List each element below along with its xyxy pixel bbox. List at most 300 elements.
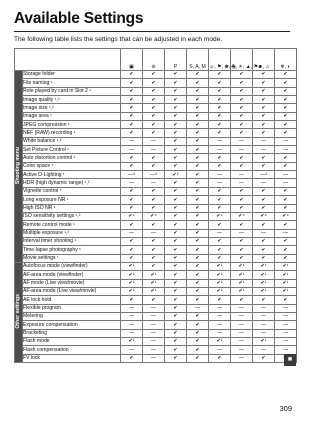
- dash-cell: —: [143, 304, 165, 312]
- table-row: [15, 196, 297, 204]
- check-mark-cell: ✔: [143, 154, 165, 162]
- check-mark-cell: ✔: [275, 129, 297, 137]
- setting-name: Flash mode: [23, 338, 121, 346]
- dash-cell: —: [209, 312, 231, 320]
- check-mark-cell: ✔: [187, 71, 209, 79]
- table-row: [15, 162, 297, 170]
- dash-cell: —: [143, 179, 165, 187]
- setting-name: Image quality ¹,²: [23, 96, 121, 104]
- title-rule: [14, 31, 290, 32]
- check-mark-cell: ✔: [143, 121, 165, 129]
- check-mark-cell: ✔: [209, 71, 231, 79]
- check-mark-cell: ✔: [253, 87, 275, 95]
- check-mark-cell: ✔: [253, 246, 275, 254]
- dash-cell: —: [275, 312, 297, 320]
- check-mark-cell: ✔¹: [275, 279, 297, 287]
- column-header-mode-8: ❄, ◐: [275, 49, 297, 71]
- table-row: [15, 354, 297, 362]
- setting-name: Image size ¹,²: [23, 104, 121, 112]
- dash-cell: —³: [121, 171, 143, 179]
- check-mark-cell: ✔: [209, 96, 231, 104]
- setting-name: Vignette control ¹: [23, 187, 121, 195]
- setting-name: Storage folder: [23, 71, 121, 79]
- setting-name: Movie settings ¹: [23, 254, 121, 262]
- check-mark-cell: ✔: [253, 354, 275, 362]
- dash-cell: —: [231, 312, 253, 320]
- check-mark-cell: ✔¹: [275, 271, 297, 279]
- check-mark-cell: ✔: [121, 71, 143, 79]
- setting-name: AE lock hold: [23, 296, 121, 304]
- check-mark-cell: ✔: [209, 237, 231, 245]
- setting-name: Exposure compensation: [23, 321, 121, 329]
- check-mark-cell: ✔: [165, 279, 187, 287]
- check-mark-cell: ✔: [231, 121, 253, 129]
- check-mark-cell: ✔: [121, 96, 143, 104]
- dash-cell: —: [209, 304, 231, 312]
- check-mark-cell: ✔¹: [231, 279, 253, 287]
- table-row: [15, 338, 297, 346]
- setting-name: NEF (RAW) recording ¹: [23, 129, 121, 137]
- dash-cell: —: [253, 312, 275, 320]
- check-mark-cell: ✔: [209, 354, 231, 362]
- check-mark-cell: ✔: [209, 246, 231, 254]
- column-header-mode-4: S, A, M: [187, 49, 209, 71]
- setting-name: Active D-Lighting ¹: [23, 171, 121, 179]
- check-mark-cell: ✔: [165, 162, 187, 170]
- check-mark-cell: ✔: [187, 146, 209, 154]
- check-mark-cell: ✔: [253, 221, 275, 229]
- dash-cell: —: [209, 329, 231, 337]
- check-mark-cell: ✔: [187, 204, 209, 212]
- dash-cell: —: [275, 321, 297, 329]
- check-mark-cell: ✔⁴: [253, 212, 275, 220]
- check-mark-cell: ✔¹: [143, 279, 165, 287]
- check-mark-cell: ✔: [143, 71, 165, 79]
- table-row: [15, 346, 297, 354]
- check-mark-cell: ✔¹: [143, 271, 165, 279]
- section-label: [15, 71, 23, 263]
- table-header-row: [15, 49, 297, 71]
- check-mark-cell: ✔¹: [253, 338, 275, 346]
- check-mark-cell: ✔¹: [121, 287, 143, 295]
- check-mark-cell: ✔: [165, 129, 187, 137]
- setting-name: Remote control mode ¹: [23, 221, 121, 229]
- dash-cell: —: [121, 304, 143, 312]
- check-mark-cell: ✔: [275, 237, 297, 245]
- dash-cell: —: [121, 146, 143, 154]
- check-mark-cell: ✔⁴: [275, 212, 297, 220]
- dash-cell: —: [275, 229, 297, 237]
- check-mark-cell: ✔: [253, 154, 275, 162]
- check-mark-cell: ✔: [231, 71, 253, 79]
- table-row: [15, 79, 297, 87]
- check-mark-cell: ✔: [143, 221, 165, 229]
- setting-name: Set Picture Control ¹: [23, 146, 121, 154]
- check-mark-cell: ✔¹: [209, 262, 231, 270]
- dash-cell: —: [121, 321, 143, 329]
- check-mark-cell: ✔: [165, 121, 187, 129]
- check-mark-cell: ✔: [165, 212, 187, 220]
- table-row: [15, 221, 297, 229]
- check-mark-cell: ✔: [231, 112, 253, 120]
- check-mark-cell: ✔: [165, 179, 187, 187]
- dash-cell: —: [121, 179, 143, 187]
- check-mark-cell: ✔: [165, 237, 187, 245]
- check-mark-cell: ✔¹: [231, 262, 253, 270]
- check-mark-cell: ✔: [209, 154, 231, 162]
- table-row: [15, 146, 297, 154]
- check-mark-cell: ✔: [187, 87, 209, 95]
- table-row: [15, 204, 297, 212]
- check-mark-cell: ✔¹: [253, 279, 275, 287]
- check-mark-cell: ✔⁴: [209, 212, 231, 220]
- check-mark-cell: ✔: [121, 154, 143, 162]
- check-mark-cell: ✔¹: [209, 279, 231, 287]
- check-mark-cell: ✔: [231, 162, 253, 170]
- check-mark-cell: ✔: [275, 187, 297, 195]
- dash-cell: —: [209, 229, 231, 237]
- dash-cell: —: [253, 229, 275, 237]
- check-mark-cell: ✔: [121, 112, 143, 120]
- dash-cell: —: [253, 321, 275, 329]
- column-header-mode-3: P: [165, 49, 187, 71]
- setting-name: JPEG compression ¹: [23, 121, 121, 129]
- check-mark-cell: ✔: [231, 237, 253, 245]
- dash-cell: —: [209, 179, 231, 187]
- table-row: [15, 112, 297, 120]
- dash-cell: —: [253, 329, 275, 337]
- dash-cell: —: [253, 346, 275, 354]
- setting-name: ISO sensitivity settings ¹,²: [23, 212, 121, 220]
- page-title: Available Settings: [14, 10, 144, 27]
- check-mark-cell: ✔: [187, 129, 209, 137]
- check-mark-cell: ✔: [187, 121, 209, 129]
- check-mark-cell: ✔: [231, 154, 253, 162]
- check-mark-cell: ✔: [165, 187, 187, 195]
- check-mark-cell: ✔: [209, 79, 231, 87]
- check-mark-cell: ✔: [187, 329, 209, 337]
- dash-cell: —: [253, 137, 275, 145]
- check-mark-cell: ✔¹: [121, 262, 143, 270]
- check-mark-cell: ✔: [165, 137, 187, 145]
- check-mark-cell: ✔: [187, 96, 209, 104]
- check-mark-cell: ✔¹: [275, 287, 297, 295]
- check-mark-cell: ✔: [209, 129, 231, 137]
- dash-cell: —: [231, 229, 253, 237]
- check-mark-cell: ✔: [209, 187, 231, 195]
- dash-cell: —: [275, 171, 297, 179]
- check-mark-cell: ✔: [253, 129, 275, 137]
- column-header-mode-2: ⊘: [143, 49, 165, 71]
- check-mark-cell: ✔: [253, 96, 275, 104]
- check-mark-cell: ✔: [209, 221, 231, 229]
- check-mark-cell: ✔: [121, 104, 143, 112]
- dash-cell: —: [121, 137, 143, 145]
- check-mark-cell: ✔: [231, 246, 253, 254]
- check-mark-cell: ✔: [187, 279, 209, 287]
- dash-cell: —: [275, 137, 297, 145]
- dash-cell: —: [275, 346, 297, 354]
- intro-text: The following table lists the settings that can be adjusted in each mode.: [14, 36, 223, 43]
- table-row: [15, 154, 297, 162]
- check-mark-cell: ✔: [121, 296, 143, 304]
- check-mark-cell: ✔: [231, 196, 253, 204]
- check-mark-cell: ✔: [187, 262, 209, 270]
- check-mark-cell: ✔: [165, 354, 187, 362]
- check-mark-cell: ✔: [165, 196, 187, 204]
- check-mark-cell: ✔: [187, 296, 209, 304]
- check-mark-cell: ✔: [187, 254, 209, 262]
- check-mark-cell: ✔: [187, 104, 209, 112]
- check-mark-cell: ✔: [187, 312, 209, 320]
- check-mark-cell: ✔: [121, 204, 143, 212]
- check-mark-cell: ✔: [165, 271, 187, 279]
- header-blank: [15, 49, 121, 71]
- check-mark-cell: ✔: [121, 354, 143, 362]
- check-mark-cell: ✔: [187, 221, 209, 229]
- check-mark-cell: ✔: [209, 196, 231, 204]
- check-mark-cell: ✔: [275, 246, 297, 254]
- check-mark-cell: ✔: [165, 262, 187, 270]
- check-mark-cell: ✔: [121, 187, 143, 195]
- dash-cell: —: [143, 146, 165, 154]
- check-mark-cell: ✔: [275, 204, 297, 212]
- table-row: [15, 271, 297, 279]
- check-mark-cell: ✔: [231, 254, 253, 262]
- section-tab-icon: ■: [284, 354, 296, 366]
- setting-name: AF-area mode (Live view/movie): [23, 287, 121, 295]
- table-row: [15, 129, 297, 137]
- check-mark-cell: ✔: [143, 79, 165, 87]
- check-mark-cell: ✔: [231, 296, 253, 304]
- dash-cell: —: [209, 346, 231, 354]
- check-mark-cell: ✔: [231, 104, 253, 112]
- check-mark-cell: ✔: [165, 154, 187, 162]
- setting-name: AF mode (Live view/movie): [23, 279, 121, 287]
- check-mark-cell: ✔: [143, 96, 165, 104]
- check-mark-cell: ✔: [121, 162, 143, 170]
- check-mark-cell: ✔: [143, 262, 165, 270]
- check-mark-cell: ✔: [187, 287, 209, 295]
- check-mark-cell: ✔: [121, 87, 143, 95]
- dash-cell: —: [143, 321, 165, 329]
- table-row: [15, 137, 297, 145]
- table-row: [15, 71, 297, 79]
- check-mark-cell: ✔: [165, 346, 187, 354]
- check-mark-cell: ✔: [209, 162, 231, 170]
- check-mark-cell: ✔: [253, 254, 275, 262]
- dash-cell: —: [143, 338, 165, 346]
- check-mark-cell: ✔: [253, 204, 275, 212]
- check-mark-cell: ✔: [165, 287, 187, 295]
- check-mark-cell: ✔: [121, 129, 143, 137]
- dash-cell: —: [275, 304, 297, 312]
- check-mark-cell: ✔¹: [143, 287, 165, 295]
- dash-cell: —: [231, 321, 253, 329]
- setting-name: Role played by card in Slot 2 ¹: [23, 87, 121, 95]
- table-row: [15, 304, 297, 312]
- check-mark-cell: ✔: [253, 162, 275, 170]
- check-mark-cell: ✔¹: [121, 338, 143, 346]
- check-mark-cell: ✔: [143, 237, 165, 245]
- check-mark-cell: ✔²: [165, 171, 187, 179]
- table-row: [15, 312, 297, 320]
- check-mark-cell: ✔¹: [231, 271, 253, 279]
- check-mark-cell: ✔: [165, 96, 187, 104]
- check-mark-cell: ✔: [275, 71, 297, 79]
- check-mark-cell: ✔: [143, 112, 165, 120]
- table-row: [15, 254, 297, 262]
- dash-cell: —: [209, 146, 231, 154]
- check-mark-cell: ✔: [253, 121, 275, 129]
- check-mark-cell: ✔: [209, 204, 231, 212]
- check-mark-cell: ✔¹: [253, 262, 275, 270]
- dash-cell: —: [209, 321, 231, 329]
- check-mark-cell: ✔: [275, 104, 297, 112]
- check-mark-cell: ✔¹: [209, 271, 231, 279]
- check-mark-cell: ✔: [275, 162, 297, 170]
- check-mark-cell: ✔: [187, 237, 209, 245]
- check-mark-cell: ✔: [253, 79, 275, 87]
- check-mark-cell: ✔: [231, 129, 253, 137]
- column-header-mode-7: ☻, ♫: [253, 49, 275, 71]
- table-row: [15, 246, 297, 254]
- check-mark-cell: ✔¹: [231, 287, 253, 295]
- section-label-text: Other settings: [15, 294, 22, 329]
- dash-cell: —: [275, 329, 297, 337]
- check-mark-cell: ✔: [231, 204, 253, 212]
- dash-cell: —: [231, 329, 253, 337]
- dash-cell: —: [253, 304, 275, 312]
- check-mark-cell: ✔: [231, 87, 253, 95]
- check-mark-cell: ✔: [165, 221, 187, 229]
- check-mark-cell: ✔: [275, 221, 297, 229]
- check-mark-cell: ✔: [275, 121, 297, 129]
- dash-cell: —: [275, 179, 297, 187]
- check-mark-cell: ✔: [187, 79, 209, 87]
- check-mark-cell: ✔: [187, 354, 209, 362]
- check-mark-cell: ✔: [253, 187, 275, 195]
- check-mark-cell: ✔: [143, 254, 165, 262]
- dash-cell: —: [143, 346, 165, 354]
- dash-cell: —: [231, 146, 253, 154]
- table-row: [15, 87, 297, 95]
- check-mark-cell: ✔: [187, 162, 209, 170]
- check-mark-cell: ✔: [187, 321, 209, 329]
- check-mark-cell: ✔: [165, 254, 187, 262]
- check-mark-cell: ✔: [187, 171, 209, 179]
- setting-name: Image area ¹: [23, 112, 121, 120]
- check-mark-cell: ✔: [253, 112, 275, 120]
- table-row: [15, 329, 297, 337]
- setting-name: Flash compensation: [23, 346, 121, 354]
- check-mark-cell: ✔: [165, 112, 187, 120]
- check-mark-cell: ✔: [253, 237, 275, 245]
- check-mark-cell: ✔: [209, 87, 231, 95]
- table-row: [15, 104, 297, 112]
- check-mark-cell: ✔¹: [121, 279, 143, 287]
- page-number: 309: [279, 404, 292, 413]
- dash-cell: —: [253, 179, 275, 187]
- dash-cell: —: [231, 171, 253, 179]
- check-mark-cell: ✔¹: [253, 287, 275, 295]
- setting-name: High ISO NR ¹: [23, 204, 121, 212]
- column-header-mode-1: ▣: [121, 49, 143, 71]
- check-mark-cell: ✔: [121, 196, 143, 204]
- dash-cell: —: [253, 146, 275, 154]
- setting-name: White balance ¹,²: [23, 137, 121, 145]
- available-settings-table: [14, 48, 297, 363]
- dash-cell: —: [231, 179, 253, 187]
- check-mark-cell: ✔: [187, 229, 209, 237]
- check-mark-cell: ✔: [165, 329, 187, 337]
- table-row: [15, 287, 297, 295]
- dash-cell: —: [231, 354, 253, 362]
- check-mark-cell: ✔: [165, 71, 187, 79]
- check-mark-cell: ✔: [143, 196, 165, 204]
- check-mark-cell: ✔: [143, 296, 165, 304]
- check-mark-cell: ✔: [275, 196, 297, 204]
- check-mark-cell: ✔: [187, 212, 209, 220]
- dash-cell: —: [187, 304, 209, 312]
- check-mark-cell: ✔: [209, 254, 231, 262]
- dash-cell: —: [143, 329, 165, 337]
- dash-cell: —: [143, 354, 165, 362]
- check-mark-cell: ✔: [121, 79, 143, 87]
- table-row: [15, 321, 297, 329]
- dash-cell: —³: [143, 171, 165, 179]
- check-mark-cell: ✔⁴: [121, 212, 143, 220]
- table-row: [15, 96, 297, 104]
- table-row: [15, 187, 297, 195]
- check-mark-cell: ✔: [187, 196, 209, 204]
- check-mark-cell: ✔: [165, 104, 187, 112]
- setting-name: Autofocus mode (viewfinder): [23, 262, 121, 270]
- setting-name: Long exposure NR ¹: [23, 196, 121, 204]
- setting-name: AF-area mode (viewfinder): [23, 271, 121, 279]
- section-label-text: Shooting menu: [15, 146, 22, 184]
- dash-cell: —: [209, 171, 231, 179]
- check-mark-cell: ✔: [231, 79, 253, 87]
- setting-name: Color space ¹: [23, 162, 121, 170]
- check-mark-cell: ✔: [187, 179, 209, 187]
- table-row: [15, 237, 297, 245]
- dash-cell: —: [275, 338, 297, 346]
- table-row: [15, 279, 297, 287]
- check-mark-cell: ✔: [187, 137, 209, 145]
- dash-cell: —: [121, 229, 143, 237]
- check-mark-cell: ✔: [165, 296, 187, 304]
- check-mark-cell: ✔: [187, 346, 209, 354]
- check-mark-cell: ✔¹: [209, 287, 231, 295]
- dash-cell: —³: [253, 171, 275, 179]
- check-mark-cell: ✔: [275, 112, 297, 120]
- check-mark-cell: ✔: [165, 246, 187, 254]
- check-mark-cell: ✔: [209, 104, 231, 112]
- check-mark-cell: ✔: [165, 146, 187, 154]
- check-mark-cell: ✔: [121, 237, 143, 245]
- check-mark-cell: ✔: [121, 221, 143, 229]
- check-mark-cell: ✔: [143, 104, 165, 112]
- check-mark-cell: ✔: [187, 187, 209, 195]
- check-mark-cell: ✔: [209, 296, 231, 304]
- section-label: [15, 262, 23, 362]
- check-mark-cell: ✔: [143, 204, 165, 212]
- setting-name: Flexible program: [23, 304, 121, 312]
- table-row: [15, 179, 297, 187]
- check-mark-cell: ✔: [121, 246, 143, 254]
- check-mark-cell: ✔: [121, 121, 143, 129]
